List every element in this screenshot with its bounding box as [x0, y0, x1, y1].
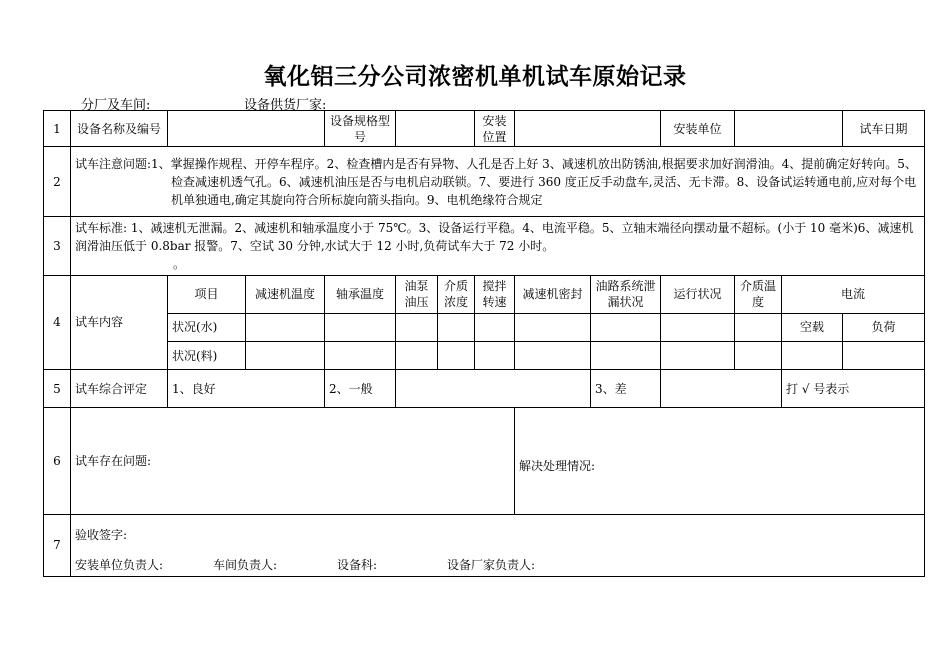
signature-cell: [71, 514, 925, 576]
install-unit-value[interactable]: [735, 111, 843, 147]
workshop-label: 分厂及车间:: [81, 98, 151, 113]
solution-cell[interactable]: [515, 408, 925, 514]
water-oil-leak[interactable]: [591, 313, 661, 341]
row-number: 1: [44, 111, 71, 147]
water-medium-density[interactable]: [438, 313, 475, 341]
material-stir-speed[interactable]: [475, 341, 515, 369]
overall-eval-label: 试车综合评定: [71, 370, 168, 408]
supplier-label: 设备供货厂家:: [244, 98, 327, 113]
equipment-spec-label: 设备规格型号: [325, 111, 396, 147]
eval-option-poor[interactable]: 3、差: [591, 370, 661, 408]
signature-label: 验收签字:: [75, 528, 128, 543]
row-number: 3: [44, 217, 71, 275]
col-oil-leak: 油路系统泄漏状况: [591, 275, 661, 313]
trial-standard-cell: [71, 217, 925, 275]
install-unit-label: 安装单位: [661, 111, 735, 147]
material-current-load[interactable]: [843, 341, 925, 369]
trial-standard-trailing: 。: [173, 257, 186, 272]
col-current: 电流: [782, 275, 925, 313]
material-reducer-temp[interactable]: [246, 341, 325, 369]
row-number: 6: [44, 408, 71, 514]
water-medium-temp[interactable]: [735, 313, 782, 341]
row-4-material: [44, 341, 925, 369]
equipment-dept-label: 设备科:: [337, 558, 378, 573]
material-current-no-load[interactable]: [782, 341, 843, 369]
workshop-head-label: 车间负责人:: [213, 558, 278, 573]
eval-blank: [396, 370, 591, 408]
equipment-name-value[interactable]: [168, 111, 325, 147]
trial-standard-text: 试车标准: 1、减速机无泄漏。2、减速机和轴承温度小于 75℃。3、设备运行平稳。4、电流平稳。5、立轴末端径向摆动量不超标。(小于 10 毫米)6、减速机润滑油压低于 0.8bar 报警。7、空试 30 分钟,水试大于 12 小时,负荷试车大于 72 小时。: [75, 221, 914, 254]
material-pump-pressure[interactable]: [396, 341, 438, 369]
col-pump-pressure: 油泵油压: [396, 275, 438, 313]
col-stir-speed: 搅拌转速: [475, 275, 515, 313]
install-head-label: 安装单位负责人:: [75, 558, 164, 573]
install-position-label: 安装位置: [475, 111, 515, 147]
col-item: 项目: [168, 275, 246, 313]
row-number: 4: [44, 275, 71, 369]
col-run-status: 运行状况: [661, 275, 735, 313]
page-title: 氧化铝三分公司浓密机单机试车原始记录: [263, 64, 687, 90]
problems-label: 试车存在问题:: [75, 453, 152, 468]
row-6: [44, 408, 925, 514]
water-pump-pressure[interactable]: [396, 313, 438, 341]
equipment-spec-value[interactable]: [396, 111, 475, 147]
row-1: [44, 111, 925, 147]
trial-date-label: 试车日期: [843, 111, 925, 147]
trial-notes-text: 试车注意问题:1、掌握操作规程、开停车程序。2、检查槽内是否有异物、人孔是否上好 3、减速机放出防锈油,根据要求加好润滑油。4、提前确定好转向。5、检查减速机透气孔。6、减速机油压是否与电机启动联锁。7、要进行 360 度正反手动盘车,灵活、无卡滞。8、设备试运转通电前,应对每个电机单独通电,确定其旋向符合所标旋向箭头指向。9、电机绝缘符合规定: [75, 156, 917, 207]
eval-blank-2: [661, 370, 782, 408]
current-load-label: 负荷: [843, 313, 925, 341]
eval-mark-note: 打 √ 号表示: [782, 370, 925, 408]
row-number: 2: [44, 147, 71, 217]
water-reducer-seal[interactable]: [515, 313, 591, 341]
solution-label: 解决处理情况:: [519, 458, 596, 473]
row-3: [44, 217, 925, 275]
row-4-water: [44, 313, 925, 341]
material-medium-density[interactable]: [438, 341, 475, 369]
row-7: [44, 514, 925, 576]
material-reducer-seal[interactable]: [515, 341, 591, 369]
water-stir-speed[interactable]: [475, 313, 515, 341]
trial-notes-cell: [71, 147, 925, 217]
install-position-value[interactable]: [515, 111, 661, 147]
eval-option-good[interactable]: 1、良好: [168, 370, 325, 408]
col-bearing-temp: 轴承温度: [325, 275, 396, 313]
row-2: [44, 147, 925, 217]
current-no-load-label: 空载: [782, 313, 843, 341]
status-material-label: 状况(料): [168, 341, 246, 369]
material-medium-temp[interactable]: [735, 341, 782, 369]
col-medium-temp: 介质温度: [735, 275, 782, 313]
water-run-status[interactable]: [661, 313, 735, 341]
problems-cell[interactable]: [71, 408, 515, 514]
row-number: 7: [44, 514, 71, 576]
supplier-head-label: 设备厂家负责人:: [447, 558, 536, 573]
col-reducer-temp: 减速机温度: [246, 275, 325, 313]
water-bearing-temp[interactable]: [325, 313, 396, 341]
material-run-status[interactable]: [661, 341, 735, 369]
col-medium-density: 介质浓度: [438, 275, 475, 313]
eval-option-fair[interactable]: 2、一般: [325, 370, 396, 408]
equipment-name-label: 设备名称及编号: [71, 111, 168, 147]
status-water-label: 状况(水): [168, 313, 246, 341]
row-4-header: [44, 275, 925, 313]
material-bearing-temp[interactable]: [325, 341, 396, 369]
material-oil-leak[interactable]: [591, 341, 661, 369]
water-reducer-temp[interactable]: [246, 313, 325, 341]
row-number: 5: [44, 370, 71, 408]
trial-record-table: [43, 110, 925, 577]
col-reducer-seal: 减速机密封: [515, 275, 591, 313]
trial-content-label: 试车内容: [71, 275, 168, 369]
row-5: [44, 370, 925, 408]
